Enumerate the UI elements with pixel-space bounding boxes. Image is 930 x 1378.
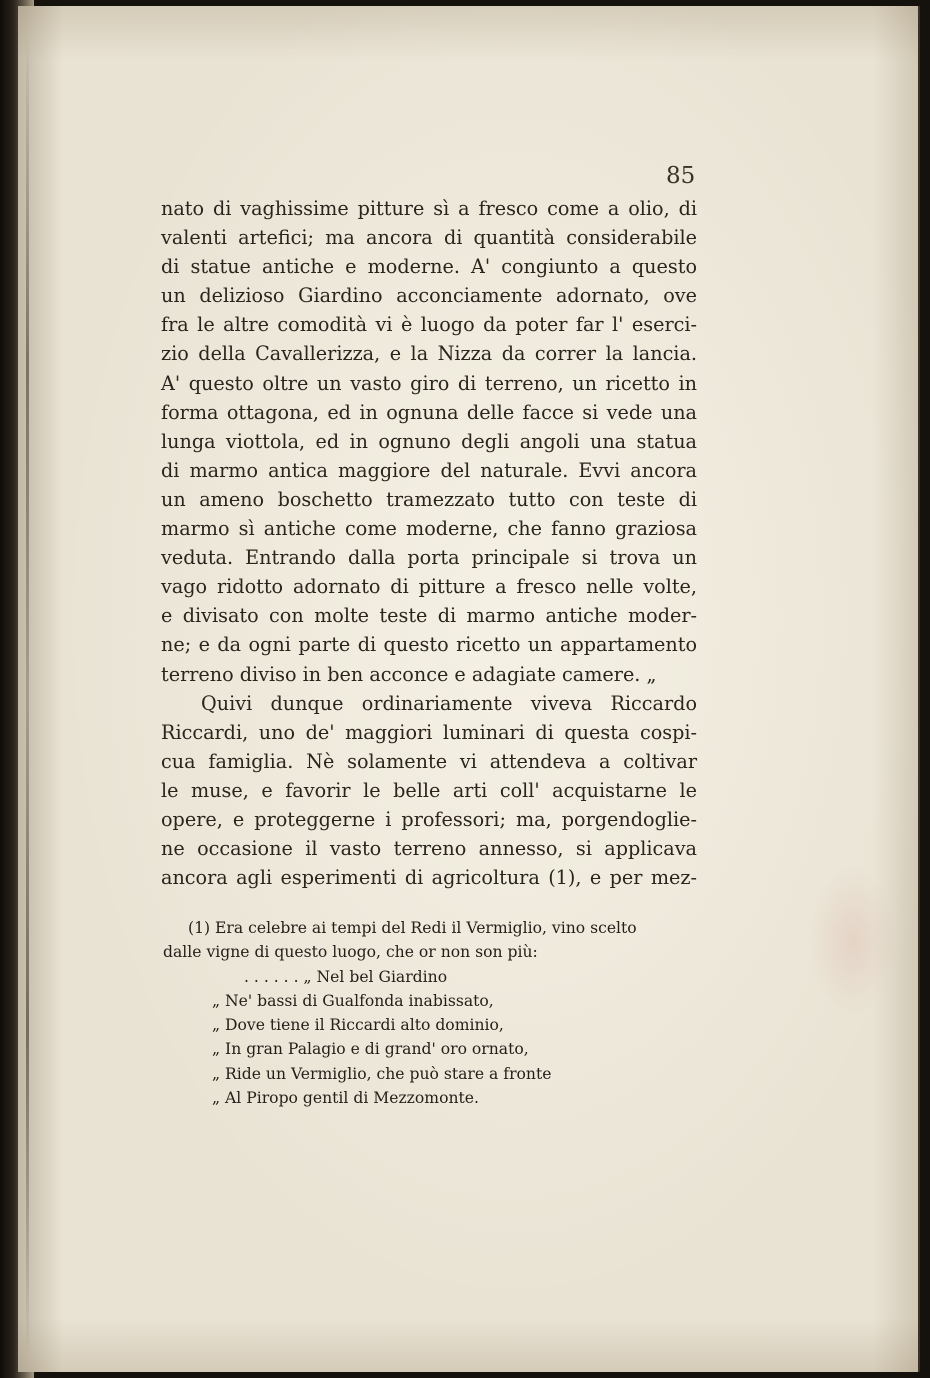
text-line: e divisato con molte teste di marmo antiche moder- bbox=[161, 604, 697, 628]
text-line: veduta. Entrando dalla porta principale si trova un bbox=[161, 546, 697, 570]
text-line: di marmo antica maggiore del naturale. Evvi ancora bbox=[161, 458, 697, 482]
footnote-verse: „ Ne' bassi di Gualfonda inabissato, bbox=[212, 991, 494, 1010]
text-line: terreno diviso in ben acconce e adagiate camere. „ bbox=[161, 662, 657, 686]
footnote-verse: „ Al Piropo gentil di Mezzomonte. bbox=[212, 1089, 479, 1108]
paragraph-first-line: Quivi dunque ordinariamente viveva Riccardo bbox=[201, 691, 697, 715]
text-line: ne occasione il vasto terreno annesso, si applicava bbox=[161, 837, 697, 861]
text-line: lunga viottola, ed in ognuno degli angoli una statua bbox=[161, 429, 697, 453]
footnote-verse: „ Ride un Vermiglio, che può stare a fronte bbox=[212, 1064, 552, 1083]
footnote-verse: „ Dove tiene il Riccardi alto dominio, bbox=[212, 1016, 504, 1035]
footnote bbox=[163, 916, 694, 1110]
paper-stain bbox=[808, 866, 898, 1016]
text-line: ancora agli esperimenti di agricoltura (1), e per mez- bbox=[161, 866, 697, 890]
footnote-line: (1) Era celebre ai tempi del Redi il Vermiglio, vino scelto bbox=[188, 919, 637, 937]
text-line: cua famiglia. Nè solamente vi attendeva a coltivar bbox=[161, 749, 697, 773]
text-line: ne; e da ogni parte di questo ricetto un appartamento bbox=[161, 633, 697, 657]
text-line: valenti artefici; ma ancora di quantità considerabile bbox=[161, 226, 697, 250]
footnote-verse-intro: . . . . . . „ Nel bel Giardino bbox=[244, 967, 448, 986]
text-line: le muse, e favorir le belle arti coll' acquistarne le bbox=[161, 778, 697, 802]
page-gutter-shadow bbox=[26, 36, 29, 1356]
text-line: marmo sì antiche come moderne, che fanno graziosa bbox=[161, 517, 697, 541]
footnote-verse: „ In gran Palagio e di grand' oro ornato, bbox=[212, 1040, 529, 1059]
page-number: 85 bbox=[666, 163, 696, 189]
text-line: A' questo oltre un vasto giro di terreno, un ricetto in bbox=[161, 371, 697, 395]
text-line: zio della Cavallerizza, e la Nizza da correr la lancia. bbox=[161, 342, 697, 366]
footnote-line: dalle vigne di questo luogo, che or non son più: bbox=[163, 943, 538, 962]
text-line: fra le altre comodità vi è luogo da poter far l' eserci- bbox=[161, 313, 697, 337]
text-line: forma ottagona, ed in ognuna delle facce si vede una bbox=[161, 400, 697, 424]
text-line: nato di vaghissime pitture sì a fresco come a olio, di bbox=[161, 197, 697, 220]
text-line: un delizioso Giardino acconciamente adornato, ove bbox=[161, 284, 697, 308]
body-text bbox=[161, 194, 697, 892]
text-line: un ameno boschetto tramezzato tutto con teste di bbox=[161, 487, 697, 511]
text-line: di statue antiche e moderne. A' congiunto a questo bbox=[161, 255, 697, 279]
text-line: vago ridotto adornato di pitture a fresco nelle volte, bbox=[161, 575, 697, 599]
text-line: opere, e proteggerne i professori; ma, porgendoglie- bbox=[161, 807, 697, 831]
text-line: Riccardi, uno de' maggiori luminari di questa cospi- bbox=[161, 720, 697, 744]
